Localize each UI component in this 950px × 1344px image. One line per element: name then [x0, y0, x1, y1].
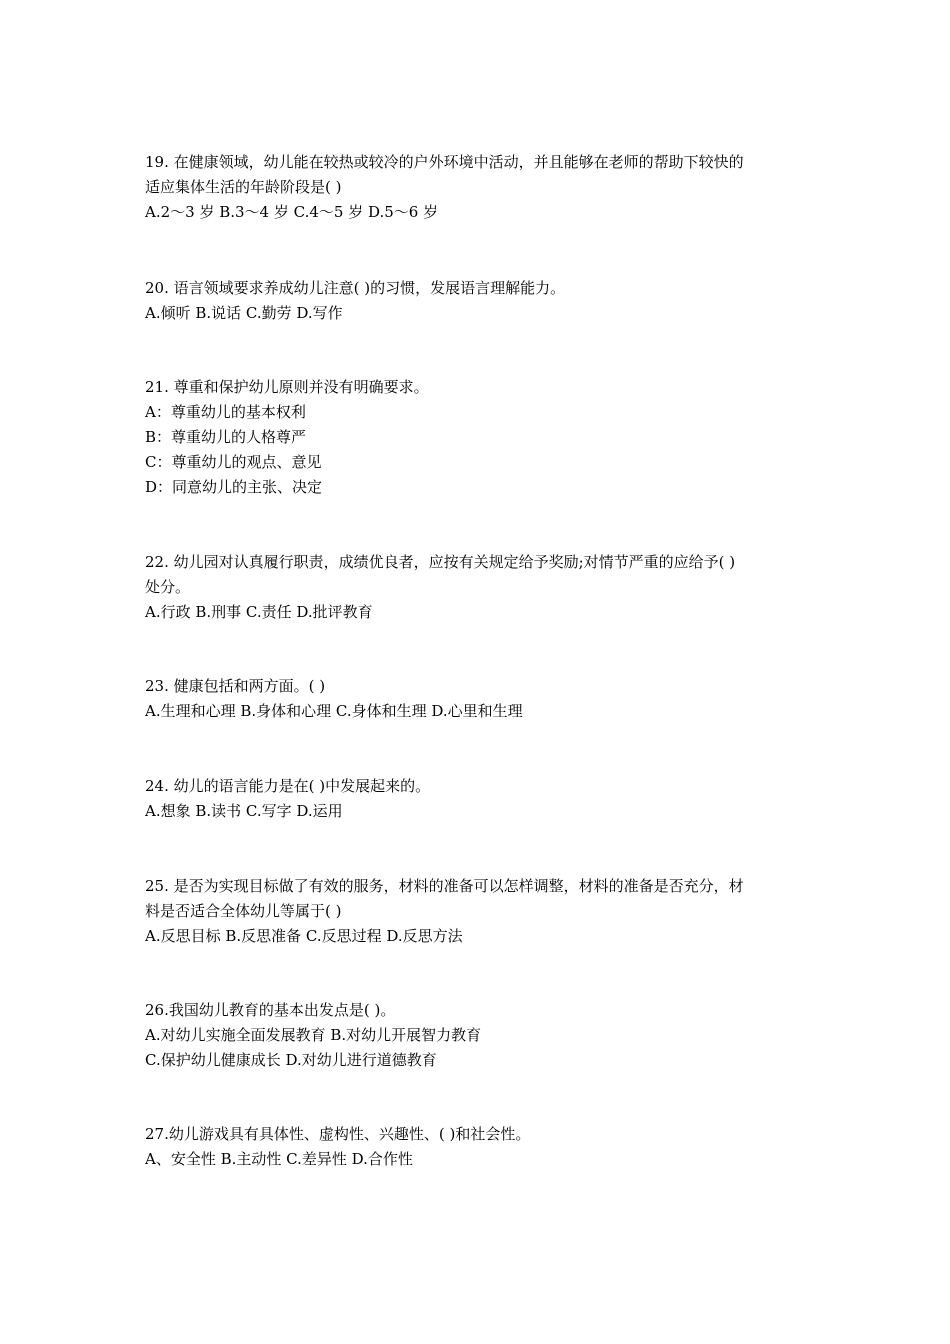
question-stem-line: 20. 语言领域要求养成幼儿注意( )的习惯，发展语言理解能力。 — [145, 279, 566, 297]
question-options: A.对幼儿实施全面发展教育 B.对幼儿开展智力教育 — [145, 1026, 482, 1044]
question-19 — [145, 150, 817, 225]
question-stem-line: 适应集体生活的年龄阶段是( ) — [145, 178, 342, 196]
question-option-d: D：同意幼儿的主张、决定 — [145, 478, 323, 496]
question-26 — [145, 998, 817, 1073]
question-23 — [145, 674, 817, 724]
question-option-b: B：尊重幼儿的人格尊严 — [145, 428, 307, 446]
question-stem-line: 22. 幼儿园对认真履行职责，成绩优良者，应按有关规定给予奖励;对情节严重的应给予( ) — [145, 553, 736, 571]
question-stem-line: 25. 是否为实现目标做了有效的服务，材料的准备可以怎样调整，材料的准备是否充分，材 — [145, 877, 744, 895]
question-stem-line: 26.我国幼儿教育的基本出发点是( )。 — [145, 1001, 396, 1019]
question-option-a: A：尊重幼儿的基本权利 — [145, 403, 306, 421]
question-stem-line: 19. 在健康领域，幼儿能在较热或较冷的户外环境中活动，并且能够在老师的帮助下较快的 — [145, 153, 744, 171]
question-24 — [145, 774, 817, 824]
question-stem-line: 21. 尊重和保护幼儿原则并没有明确要求。 — [145, 378, 429, 396]
question-stem-line: 处分。 — [145, 578, 191, 596]
question-options: A、安全性 B.主动性 C.差异性 D.合作性 — [145, 1150, 413, 1168]
question-stem-line: 27.幼儿游戏具有具体性、虚构性、兴趣性、( )和社会性。 — [145, 1125, 531, 1143]
question-stem-line: 23. 健康包括和两方面。( ) — [145, 677, 326, 695]
question-22 — [145, 550, 817, 625]
question-options: A.行政 B.刑事 C.责任 D.批评教育 — [145, 603, 373, 621]
question-21 — [145, 375, 817, 500]
question-options: A.反思目标 B.反思准备 C.反思过程 D.反思方法 — [145, 927, 463, 945]
question-stem-line: 料是否适合全体幼儿等属于( ) — [145, 902, 342, 920]
question-option-c: C：尊重幼儿的观点、意见 — [145, 453, 322, 471]
question-options: A.倾听 B.说话 C.勤劳 D.写作 — [145, 304, 343, 322]
question-options: C.保护幼儿健康成长 D.对幼儿进行道德教育 — [145, 1051, 437, 1069]
question-27 — [145, 1122, 817, 1172]
question-options: A.2～3 岁 B.3～4 岁 C.4～5 岁 D.5～6 岁 — [145, 203, 439, 221]
question-25 — [145, 874, 817, 949]
question-stem-line: 24. 幼儿的语言能力是在( )中发展起来的。 — [145, 777, 431, 795]
question-options: A.想象 B.读书 C.写字 D.运用 — [145, 802, 343, 820]
question-options: A.生理和心理 B.身体和心理 C.身体和生理 D.心里和生理 — [145, 702, 523, 720]
question-20 — [145, 276, 817, 326]
